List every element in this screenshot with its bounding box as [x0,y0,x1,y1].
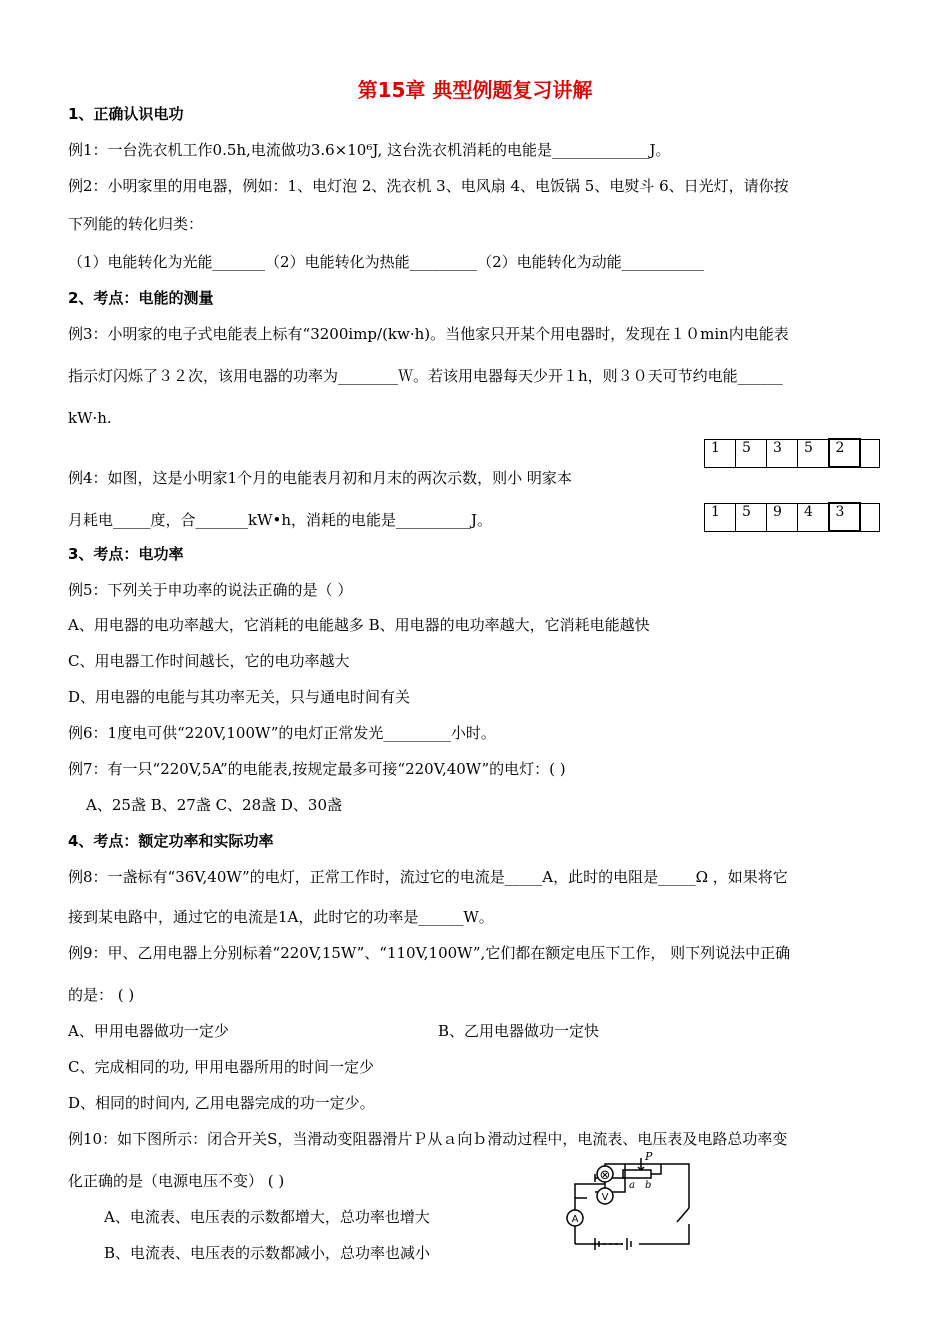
meter-decimal-digit: 2 [829,439,860,467]
example-9-option-b: B、乙用电器做功一定快 [438,1022,600,1040]
page-title: 第15章 典型例题复习讲解 [357,78,593,102]
example-5-option-c: C、用电器工作时间越长，它的电功率越大 [68,652,350,670]
example-2-line1: 例2：小明家里的用电器，例如：1、电灯泡 2、洗衣机 3、电风扇 4、电饭锅 5、电熨斗 6、日光灯，请你按 [68,177,789,195]
example-3-line3: kW·h. [68,409,112,427]
lamp-icon: ⊗ [599,1168,611,1183]
example-9-option-d: D、相同的时间内, 乙用电器完成的功一定少。 [68,1094,375,1112]
example-6: 例6：1度电可供“220V,100W”的电灯正常发光_________小时。 [68,724,496,742]
example-2-line2: 下列能的转化归类： [68,215,204,233]
slider-p-label: P [645,1150,653,1163]
example-2-answers: （1）电能转化为光能_______（2）电能转化为热能_________（2）电能转化为动能___________ [68,253,705,271]
example-10-option-b: B、电流表、电压表的示数都减小，总功率也减小 [104,1244,431,1262]
example-10-line1: 例10：如下图所示：闭合开关S，当滑动变阻器滑片Ｐ从ａ向ｂ滑动过程中，电流表、电压表及电路总功率变 [68,1130,788,1148]
section-1-heading: 1、正确认识电功 [68,105,184,123]
meter-digit: 9 [767,503,798,531]
example-4-line1: 例4：如图，这是小明家1个月的电能表月初和月末的两次示数，则小 明家本 [68,469,572,487]
example-8-line1: 例8：一盏标有“36V,40W”的电灯，正常工作时，流过它的电流是_____A，此时的电阻是_____Ω ，如果将它 [68,868,788,886]
meter-digit: 1 [705,503,736,531]
terminal-a-label: a [629,1180,635,1191]
meter-digit: 3 [767,439,798,467]
example-1: 例1：一台洗衣机工作0.5h,电流做功3.6×10⁶J, 这台洗衣机消耗的电能是_____________J。 [68,141,671,159]
meter-digit: 4 [798,503,829,531]
meter-reading-start [704,438,880,468]
section-2-heading: 2、考点：电能的测量 [68,289,214,307]
meter-digit: 1 [705,439,736,467]
circuit-diagram [565,1148,697,1258]
example-9-line1: 例9：甲、乙用电器上分别标着“220V,15W”、“110V,100W”,它们都在额定电压下工作， 则下列说法中正确 [68,944,791,962]
ammeter-label: A [571,1214,579,1225]
example-9-line2: 的是： ( ) [68,986,135,1004]
example-3-line2: 指示灯闪烁了３２次，该用电器的功率为________Ｗ。若该用电器每天少开１h，则３０天可节约电能______ [68,367,783,385]
example-10-option-a: A、电流表、电压表的示数都增大，总功率也增大 [104,1208,430,1226]
meter-decimal-digit: 3 [829,503,860,531]
meter-reading-end [704,502,880,532]
example-9-option-a: A、甲用电器做功一定少 [68,1022,229,1040]
meter-digit: 5 [736,439,767,467]
voltmeter-label: V [601,1192,609,1203]
example-9-option-c: C、完成相同的功, 甲用电器所用的时间一定少 [68,1058,375,1076]
meter-digit: 5 [798,439,829,467]
section-3-heading: 3、考点：电功率 [68,545,184,563]
meter-digit: 5 [736,503,767,531]
section-4-heading: 4、考点：额定功率和实际功率 [68,832,274,850]
example-10-line2: 化正确的是（电源电压不变） ( ) [68,1172,285,1190]
example-4-line2: 月耗电_____度，合_______kW•h，消耗的电能是__________J。 [68,511,493,529]
example-5: 例5：下列关于申功率的说法正确的是（ ） [68,581,353,599]
meter-digit [860,503,880,531]
example-5-option-d: D、用电器的电能与其功率无关，只与通电时间有关 [68,688,411,706]
example-8-line2: 接到某电路中，通过它的电流是1A，此时它的功率是______W。 [68,908,494,926]
example-3-line1: 例3：小明家的电子式电能表上标有“3200imp/(kw·h)。当他家只开某个用电器时，发现在１０min内电能表 [68,325,789,343]
example-5-option-ab: A、用电器的电功率越大，它消耗的电能越多 B、用电器的电功率越大，它消耗电能越快 [68,616,650,634]
example-7-options: A、25盏 B、27盏 C、28盏 D、30盏 [86,796,343,814]
terminal-b-label: b [645,1180,652,1191]
example-7: 例7：有一只“220V,5A”的电能表,按规定最多可接“220V,40W”的电灯：( ) [68,760,566,778]
meter-digit [860,439,880,467]
